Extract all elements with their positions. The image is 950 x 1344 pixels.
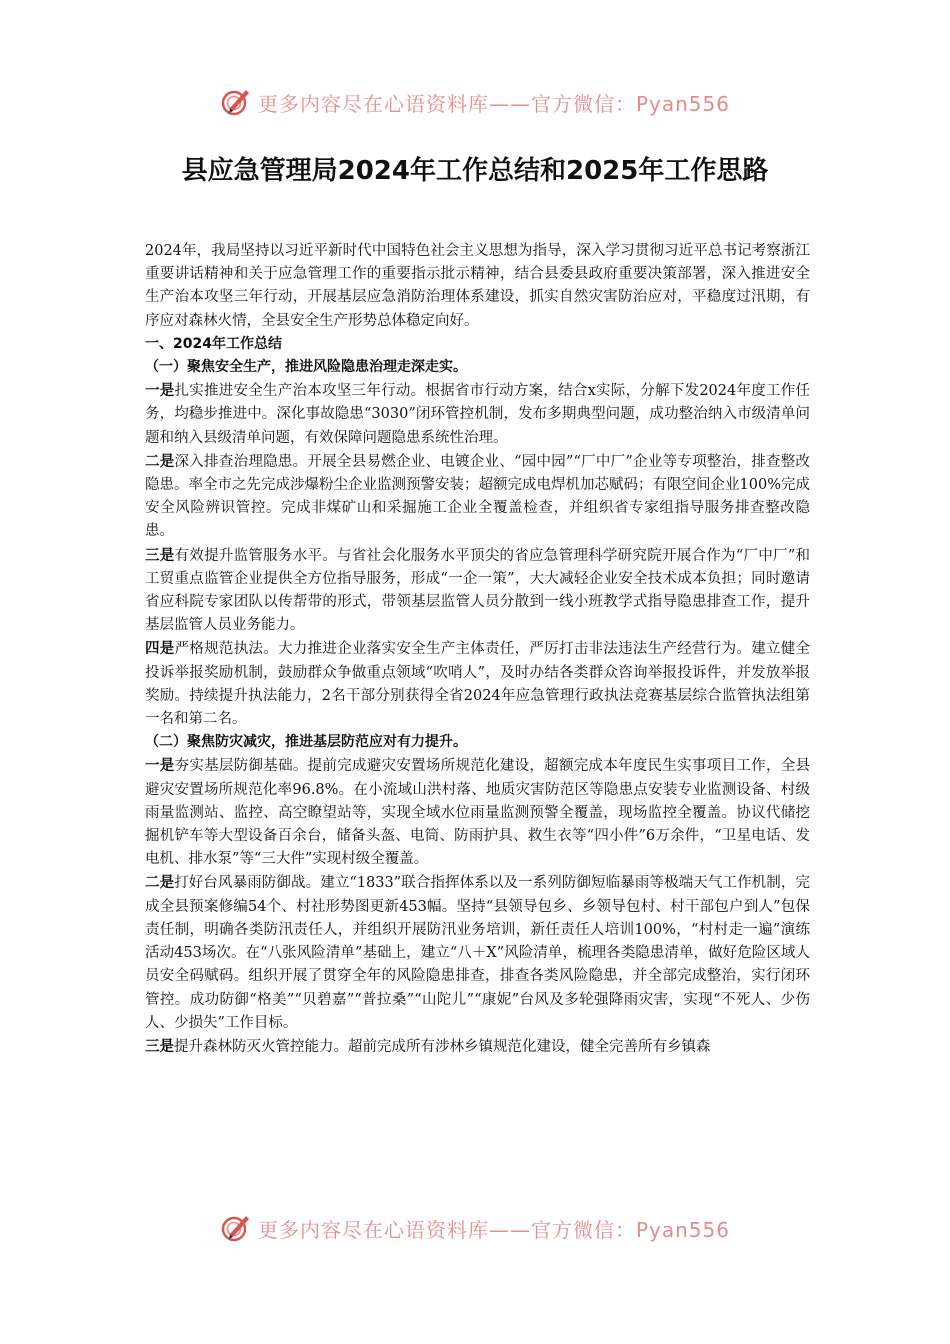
document-body xyxy=(145,240,810,1059)
paragraph xyxy=(145,450,810,544)
watermark-banner-top xyxy=(0,82,950,122)
paragraph-text: 夯实基层防御基础。提前完成避灾安置场所规范化建设，超额完成本年度民生实事项目工作，全县避灾安置场所规范化率96.8%。在小流域山洪村落、地质灾害防范区等隐患点安装专业监测设备、村级雨量监测站、监控、高空瞭望站等，实现全域水位雨量监测预警全覆盖，现场监控全覆盖。协议代储挖掘机铲车等大型设备百余台，储备头盔、电筒、防雨护具、救生衣等“四小件”6万余件，“卫星电话、发电机、排水泵”等“三大件”实现村级全覆盖。 xyxy=(145,758,811,868)
intro-paragraph: 2024年，我局坚持以习近平新时代中国特色社会主义思想为指导，深入学习贯彻习近平总书记考察浙江重要讲话精神和关于应急管理工作的重要指示批示精神，结合县委县政府重要决策部署，深入推进安全生产治本攻坚三年行动，开展基层应急消防治理体系建设，抓实自然灾害防治应对，平稳度过汛期，有序应对森林火情，全县安全生产形势总体稳定向好。 xyxy=(145,243,810,329)
paragraph-lead: 一是 xyxy=(145,382,175,400)
paragraph xyxy=(145,871,810,1034)
section-heading: 一、2024年工作总结 xyxy=(145,335,282,352)
paragraph-text: 提升森林防灭火管控能力。超前完成所有涉林乡镇规范化建设，健全完善所有乡镇森 xyxy=(174,1038,711,1055)
paragraph-lead: 四是 xyxy=(145,640,175,658)
paragraph-lead: 二是 xyxy=(145,874,175,892)
paragraph-lead: 二是 xyxy=(145,452,175,470)
paragraph-lead: 三是 xyxy=(145,546,175,564)
paragraph-text: 有效提升监管服务水平。与省社会化服务水平顶尖的省应急管理科学研究院开展合作为“厂中厂”和工贸重点监管企业提供全方位指导服务，形成“一企一策”，大大减轻企业安全技术成本负担；同时邀请省应科院专家团队以传帮带的形式，带领基层监管人员分散到一线小班教学式指导隐患排查工作，提升基层监管人员业务能力。 xyxy=(145,547,810,634)
watermark-text: 更多内容尽在心语资料库——官方微信：Pyan556 xyxy=(257,1217,730,1242)
page-title: 县应急管理局2024年工作总结和2025年工作思路 xyxy=(181,156,769,186)
paragraph xyxy=(145,544,810,638)
paragraph-lead: 三是 xyxy=(145,1037,174,1055)
paragraph-text: 严格规范执法。大力推进企业落实安全生产主体责任，严厉打击非法违法生产经营行为。建立健全投诉举报奖励机制，鼓励群众争做重点领域“吹哨人”，及时办结各类群众咨询举报投诉件，并发放举报奖励。持续提升执法能力，2名干部分别获得全省2024年应急管理行政执法竞赛基层综合监管执法组第一名和第二名。 xyxy=(145,641,811,728)
subsection-heading: （一）聚焦安全生产，推进风险隐患治理走深走实。 xyxy=(145,359,467,376)
paragraph-text: 打好台风暴雨防御战。建立“1833”联合指挥体系以及一系列防御短临暴雨等极端天气工作机制，完成全县预案修编54个、村社形势图更新453幅。坚持“县领导包乡、乡领导包村、村干部包户到人”包保责任制，明确各类防汛责任人，并组织开展防汛业务培训，新任责任人培训100%，“村村走一遍”演练活动453场次。在“八张风险清单”基础上，建立“八＋X”风险清单，梳理各类隐患清单，做好危险区域人员安全码赋码。组织开展了贯穿全年的风险隐患排查，排查各类风险隐患，并全部完成整治，实行闭环管控。成功防御“格美”“贝碧嘉”“普拉桑”“山陀儿”“康妮”台风及多轮强降雨灾害，实现“不死人、少伤人、少损失”工作目标。 xyxy=(145,875,810,1031)
watermark-text: 更多内容尽在心语资料库——官方微信：Pyan556 xyxy=(257,91,730,116)
paragraph xyxy=(145,637,810,731)
paragraph xyxy=(145,379,810,450)
paragraph-text: 深入排查治理隐患。开展全县易燃企业、电镀企业、“园中园”“厂中厂”企业等专项整治，排查整改隐患。率全市之先完成涉爆粉尘企业监测预警安装；超额完成电焊机加芯赋码；有限空间企业100%完成安全风险辨识管控。完成非煤矿山和采掘施工企业全覆盖检查，并组织省专家组指导服务排查整改隐患。 xyxy=(145,453,810,540)
paragraph-text: 扎实推进安全生产治本攻坚三年行动。根据省市行动方案，结合x实际，分解下发2024年度工作任务，均稳步推进中。深化事故隐患“3030”闭环管控机制，发布多期典型问题，成功整治纳入市级清单问题和纳入县级清单问题，有效保障问题隐患系统性治理。 xyxy=(145,383,811,446)
pen-logo-icon xyxy=(220,86,252,118)
paragraph-lead: 一是 xyxy=(145,757,175,775)
paragraph xyxy=(145,1035,810,1059)
watermark-banner-bottom xyxy=(0,1208,950,1248)
paragraph xyxy=(145,754,810,871)
pen-logo-icon xyxy=(220,1212,252,1244)
subsection-heading: （二）聚焦防灾减灾，推进基层防范应对有力提升。 xyxy=(145,734,467,751)
